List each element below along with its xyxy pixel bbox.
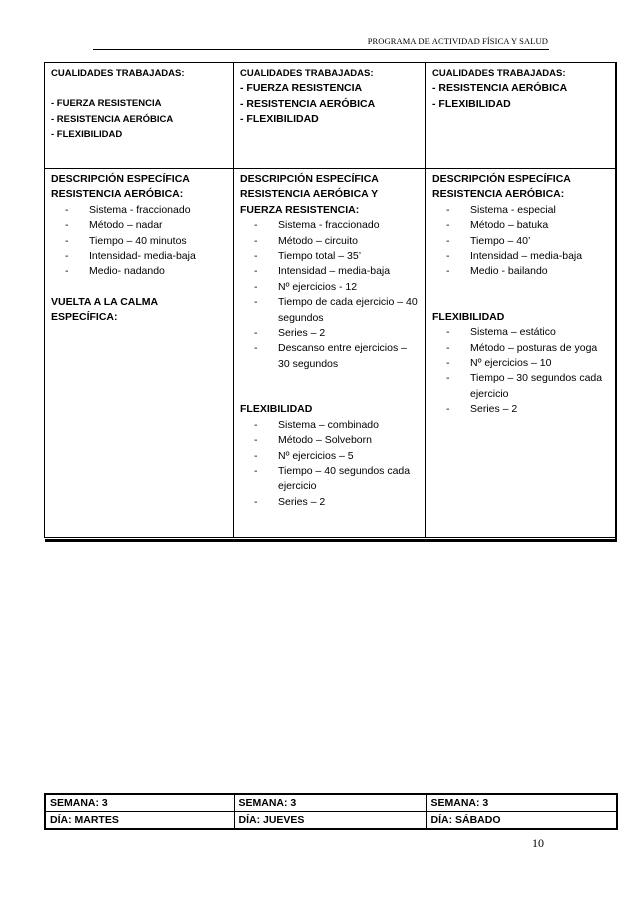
- description-heading: DESCRIPCIÓN ESPECÍFICA: [51, 173, 190, 185]
- quality-item: - RESISTENCIA AERÓBICA: [240, 97, 376, 110]
- list-item: - Nº ejercicios - 12: [240, 280, 421, 295]
- qualities-heading: CUALIDADES TRABAJADAS:: [432, 68, 566, 79]
- item-list: [51, 203, 229, 280]
- list-item: - Sistema - fraccionado: [240, 218, 421, 233]
- section-title: VUELTA A LA CALMA: [51, 295, 159, 308]
- description-cell-1: [45, 169, 234, 538]
- week-cell: SEMANA: 3: [426, 794, 617, 812]
- quality-item: - FUERZA RESISTENCIA: [240, 82, 363, 95]
- list-item: - Nº ejercicios – 10: [432, 356, 612, 371]
- section-title: FUERZA RESISTENCIA:: [240, 203, 360, 216]
- footer-table: [44, 793, 618, 830]
- qualities-heading: CUALIDADES TRABAJADAS:: [240, 68, 374, 79]
- description-heading: DESCRIPCIÓN ESPECÍFICA: [240, 173, 379, 185]
- day-row: [45, 812, 617, 830]
- list-item: - Nº ejercicios – 5: [240, 449, 421, 464]
- section-title: RESISTENCIA AERÓBICA:: [432, 188, 565, 201]
- list-item: - Series – 2: [240, 326, 421, 341]
- schedule-table: [44, 62, 617, 538]
- list-item: - Medio - bailando: [432, 264, 612, 279]
- quality-item: - RESISTENCIA AERÓBICA: [51, 113, 174, 125]
- list-item: - Series – 2: [240, 495, 421, 510]
- page-number: 10: [532, 836, 544, 850]
- day-cell: DÍA: JUEVES: [234, 812, 426, 830]
- week-cell: SEMANA: 3: [45, 794, 234, 812]
- header-rule: [93, 49, 549, 50]
- list-item: - Tiempo – 40 minutos: [51, 234, 229, 249]
- list-item: - Método – circuito: [240, 234, 421, 249]
- list-item: - Método – nadar: [51, 218, 229, 233]
- section-title: RESISTENCIA AERÓBICA:: [51, 188, 184, 201]
- qualities-cell-3: [426, 63, 617, 169]
- day-cell: DÍA: SÁBADO: [426, 812, 617, 830]
- week-cell: SEMANA: 3: [234, 794, 426, 812]
- description-row: [45, 169, 617, 538]
- section-title: FLEXIBILIDAD: [240, 403, 313, 416]
- list-item: - Método – Solveborn: [240, 433, 421, 448]
- section-title: RESISTENCIA AERÓBICA Y: [240, 188, 379, 201]
- quality-item: - FLEXIBILIDAD: [51, 129, 123, 141]
- qualities-cell-2: [234, 63, 426, 169]
- quality-item: - RESISTENCIA AERÓBICA: [432, 82, 568, 95]
- description-cell-3: [426, 169, 617, 538]
- list-item: - Series – 2: [432, 402, 612, 417]
- item-list: [432, 203, 612, 280]
- week-row: [45, 794, 617, 812]
- list-item: - Tiempo – 40 segundos cada ejercicio: [240, 464, 421, 495]
- item-list: [240, 418, 421, 510]
- item-list: [240, 218, 421, 372]
- list-item: - Tiempo total – 35’: [240, 249, 421, 264]
- qualities-row: [45, 63, 617, 169]
- list-item: - Método – batuka: [432, 218, 612, 233]
- qualities-heading: CUALIDADES TRABAJADAS:: [51, 68, 185, 79]
- section-title: FLEXIBILIDAD: [432, 310, 505, 323]
- list-item: - Sistema – combinado: [240, 418, 421, 433]
- list-item: - Sistema – estático: [432, 325, 612, 340]
- list-item: - Sistema - fraccionado: [51, 203, 229, 218]
- section-title: ESPECÍFICA:: [51, 311, 118, 324]
- description-cell-2: [234, 169, 426, 538]
- quality-item: - FLEXIBILIDAD: [240, 113, 319, 126]
- day-cell: DÍA: MARTES: [45, 812, 234, 830]
- list-item: - Tiempo – 40’: [432, 234, 612, 249]
- description-heading: DESCRIPCIÓN ESPECÍFICA: [432, 173, 571, 185]
- page-header: PROGRAMA DE ACTIVIDAD FÍSICA Y SALUD: [367, 36, 548, 46]
- list-item: - Intensidad – media-baja: [432, 249, 612, 264]
- qualities-cell-1: [45, 63, 234, 169]
- item-list: [432, 325, 612, 417]
- list-item: - Tiempo de cada ejercicio – 40 segundos: [240, 295, 421, 326]
- quality-item: - FUERZA RESISTENCIA: [51, 98, 162, 110]
- list-item: - Medio- nadando: [51, 264, 229, 279]
- list-item: - Sistema - especial: [432, 203, 612, 218]
- list-item: - Tiempo – 30 segundos cada ejercicio: [432, 371, 612, 402]
- quality-item: - FLEXIBILIDAD: [432, 97, 511, 110]
- list-item: - Intensidad- media-baja: [51, 249, 229, 264]
- list-item: - Intensidad – media-baja: [240, 264, 421, 279]
- list-item: - Método – posturas de yoga: [432, 341, 612, 356]
- list-item: - Descanso entre ejercicios – 30 segundos: [240, 341, 421, 372]
